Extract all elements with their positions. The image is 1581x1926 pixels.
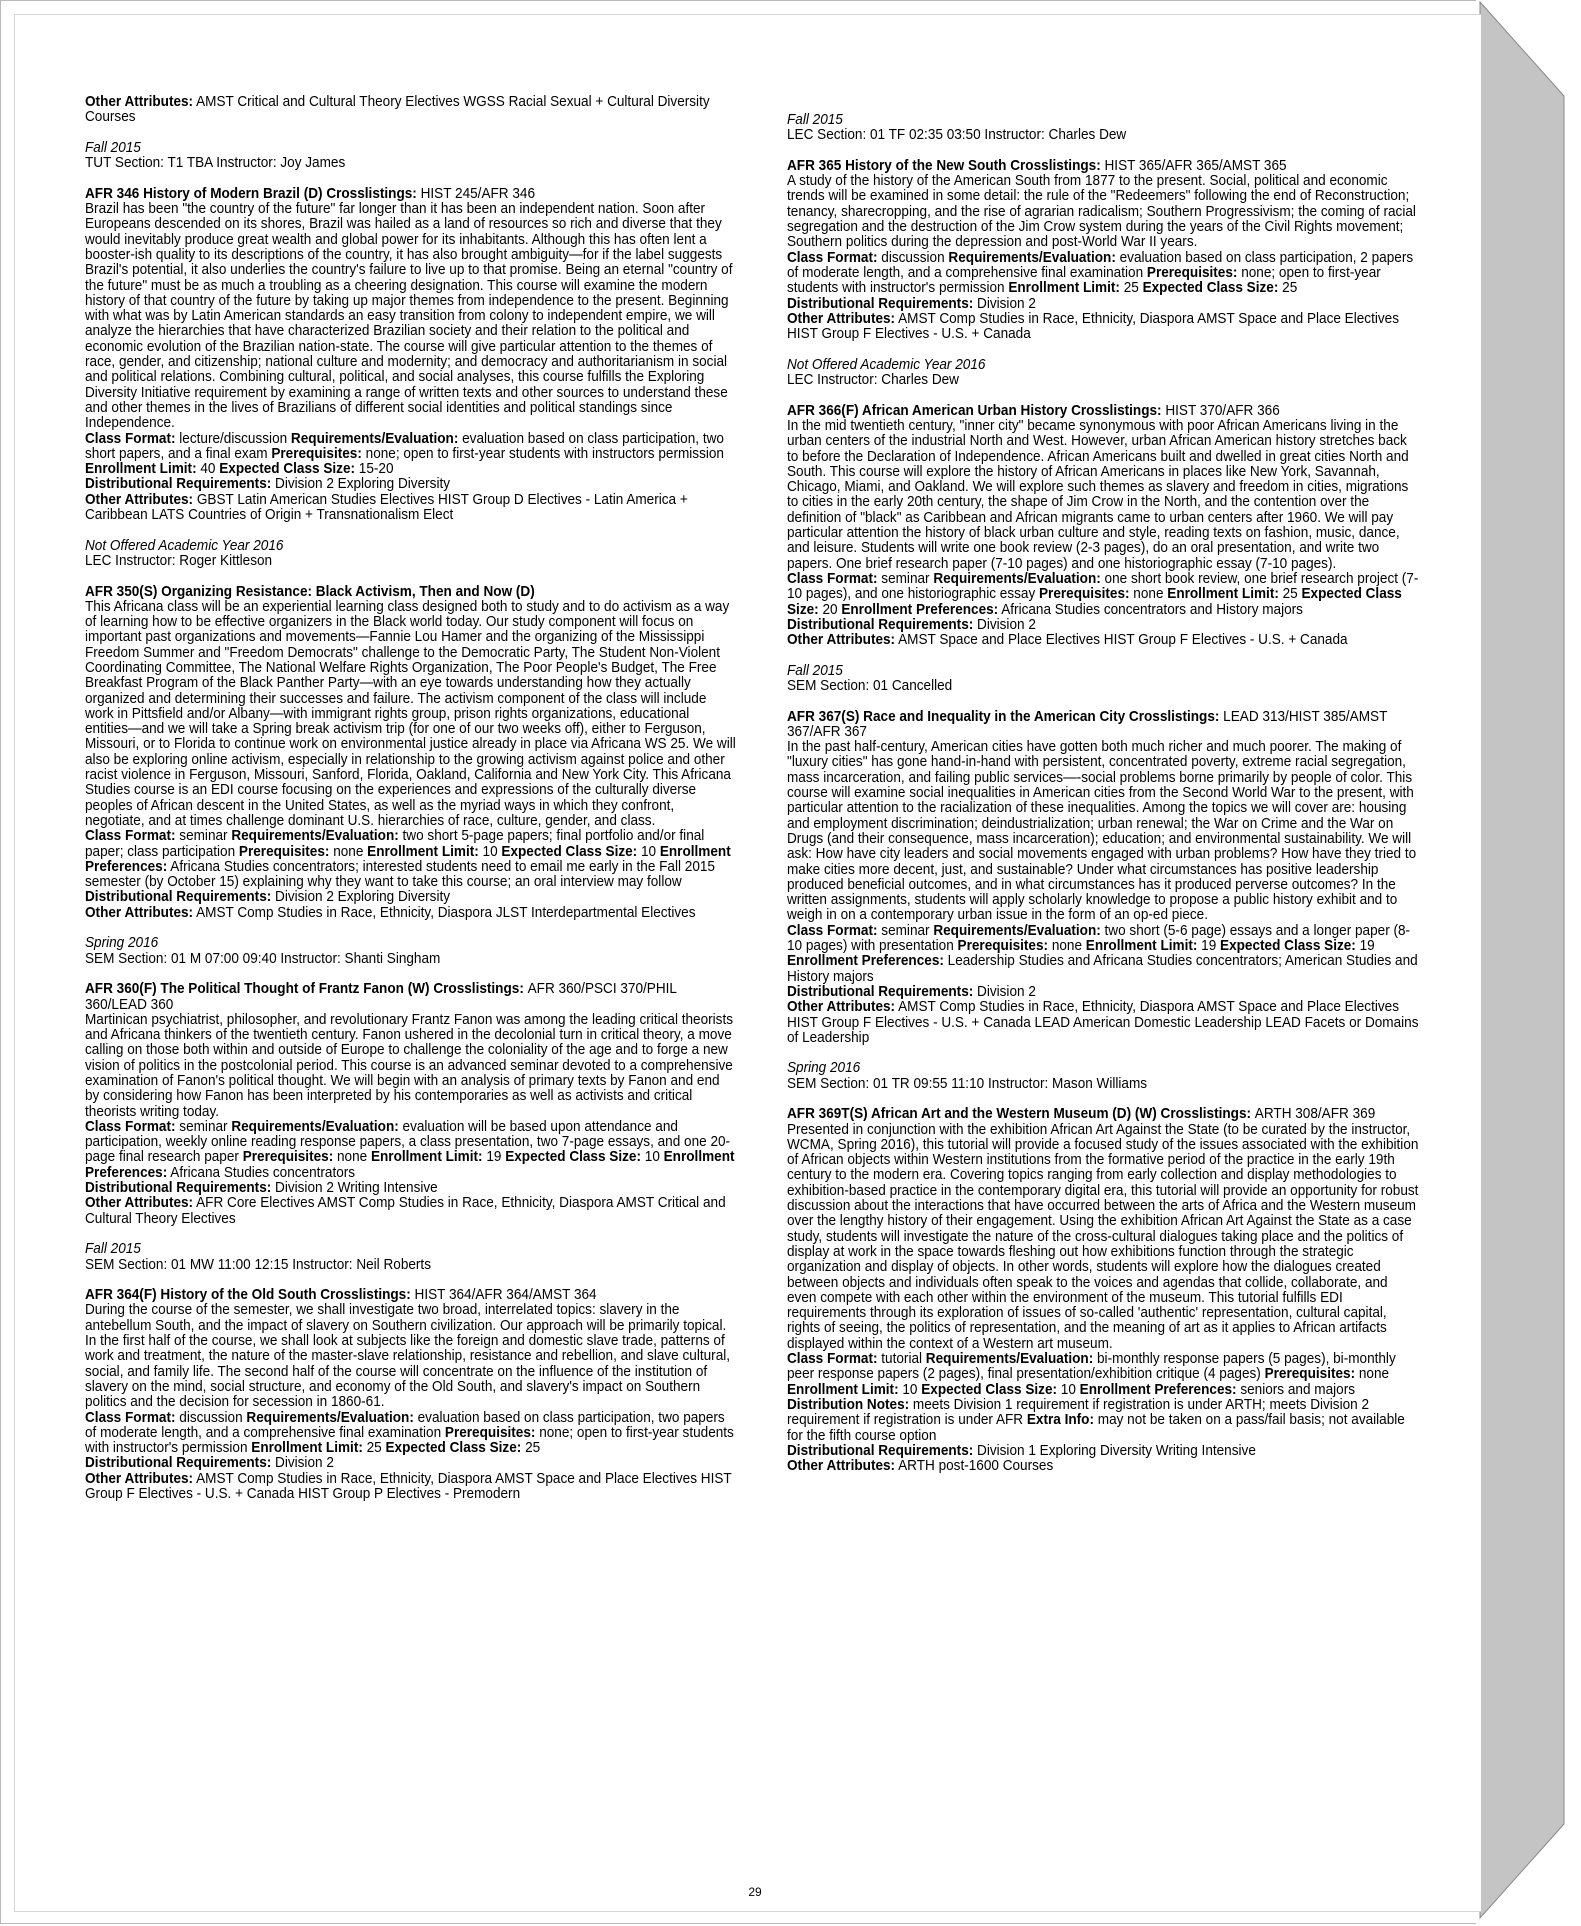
class-size-value: 10 — [637, 843, 660, 860]
term-block — [787, 664, 1419, 695]
term-label: Fall 2015 — [787, 112, 843, 128]
other-attributes — [85, 95, 736, 126]
class-format-label: Class Format: — [787, 922, 878, 939]
prerequisites-value: none — [1129, 586, 1168, 603]
enrollment-limit-label: Enrollment Limit: — [787, 1381, 899, 1398]
requirements-value: evaluation based on class participation, 2 papers of moderate length, and a comprehensive final examination — [787, 249, 1414, 281]
other-attributes-value: AMST Space and Place Electives HIST Group F Electives - U.S. + Canada — [895, 632, 1348, 649]
course-description: Presented in conjunction with the exhibition African Art Against the State (to be curated by the instructor, WCMA, Spring 2016), this tutorial will provide a focused study of the issues associated with the exhibition of African objects within Western institutions from the formative period of the practice in the early 19th century to the modern era. Covering topics ranging from early collection and display methodologies to exhibition-based practice in the contemporary digital era, this tutorial will provide an opportunity for robust discussion about the interactions that have occurred between the arts of Africa and the Western museum over the lengthy history of their engagement. Using the exhibition African Art Against the State as a case study, students will investigate the nature of the cross-cultural dialogues taking place and the politics of display at work in the space towards fleshing out how exhibitions function through the strategic organization and display of objects. In other words, students will explore how the dialogues created between objects and individuals often speak to the voices and agendas that collide, collaborate, and even compete with each other within the environment of the museum. This tutorial fulfills EDI requirements through its exploration of issues of so-called 'authentic' representation, cultural capital, rights of seeing, the politics of representation, and the meaning of art as it applies to African artifacts displayed within the context of a Western art museum. — [787, 1121, 1419, 1352]
class-format-value: lecture/discussion — [175, 430, 291, 447]
requirements-label: Requirements/Evaluation: — [290, 430, 459, 447]
course-title: AFR 366(F) African American Urban History — [787, 402, 1068, 419]
dist-req-label: Distributional Requirements: — [787, 1442, 974, 1459]
prerequisites-value: none — [1355, 1366, 1390, 1383]
class-format-value: tutorial — [877, 1351, 926, 1368]
prerequisites-label: Prerequisites: — [242, 1149, 334, 1166]
page-curl-shadow — [1476, 0, 1581, 1926]
section-info: SEM Section: 01 Cancelled — [787, 677, 953, 694]
dist-req-label: Distributional Requirements: — [85, 889, 272, 906]
crosslistings-value: HIST 364/AFR 364/AMST 364 — [414, 1287, 597, 1304]
term-block — [787, 358, 1419, 389]
dist-req-value: Division 2 Exploring Diversity — [271, 476, 451, 493]
enrollment-limit-value: 10 — [478, 843, 502, 860]
enrollment-preferences-value: Africana Studies concentrators; interested students need to email me early in the Fall 2015 semester (by October 15) explaining why they want to take this course; an oral interview may follow — [85, 858, 715, 891]
requirements-value: two short (5-6 page) essays and a longer paper (8-10 pages) with presentation — [787, 922, 1411, 955]
crosslistings-value: ARTH 308/AFR 369 — [1254, 1106, 1376, 1123]
dist-req-value: Division 2 Writing Intensive — [271, 1180, 438, 1197]
crosslistings-label: Crosslistings: — [429, 981, 528, 998]
crosslistings-value: HIST 245/AFR 346 — [420, 185, 536, 202]
requirements-label: Requirements/Evaluation: — [231, 828, 399, 845]
requirements-label: Requirements/Evaluation: — [246, 1409, 414, 1426]
course-description: During the course of the semester, we shall investigate two broad, interrelated topics: slavery in the antebellum South, and the impact of slavery on Southern civilization. Our approach will be primarily topical. In the first half of the course, we shall look at subjects like the foreign and domestic slave trade, patterns of work and treatment, the nature of the master-slave relationship, resistance and rebellion, and slave cultural, social, and family life. The second half of the course will concentrate on the influence of the institution of slavery on the mind, social structure, and economy of the Old South, and slavery's impact on Southern politics and the decision for secession in 1860-61. — [85, 1302, 731, 1411]
course-title: AFR 360(F) The Political Thought of Frantz Fanon (W) — [85, 981, 430, 998]
dist-req-value: Division 1 Exploring Diversity Writing Intensive — [973, 1442, 1256, 1459]
attr-value: AMST Critical and Cultural Theory Electives WGSS Racial Sexual + Cultural Diversity Courses — [85, 94, 710, 126]
other-attributes-block — [85, 95, 736, 126]
term-block — [85, 539, 736, 570]
course-entry — [787, 1107, 1419, 1474]
class-format-label: Class Format: — [85, 1118, 176, 1135]
course-entry — [787, 159, 1419, 343]
class-format-label: Class Format: — [787, 570, 878, 587]
prerequisites-label: Prerequisites: — [444, 1424, 536, 1441]
crosslistings-value: HIST 365/AFR 365/AMST 365 — [1104, 157, 1287, 174]
page-number: 29 — [748, 1885, 762, 1899]
dist-req-value: Division 2 — [973, 616, 1036, 633]
dist-req-label: Distributional Requirements: — [787, 295, 974, 312]
dist-req-value: Division 2 Exploring Diversity — [271, 889, 451, 906]
dist-req-value: Division 2 — [973, 983, 1036, 1000]
requirements-value: evaluation based on class participation, two short papers, and a final exam — [85, 430, 724, 462]
term-block — [85, 936, 736, 967]
enrollment-preferences-label: Enrollment Preferences: — [1079, 1381, 1237, 1398]
crosslistings-label: Crosslistings: — [322, 185, 421, 202]
term-block — [787, 113, 1419, 144]
class-size-label: Expected Class Size: — [921, 1381, 1058, 1398]
class-size-value: 19 — [1355, 938, 1375, 955]
crosslistings-label: Crosslistings: — [1006, 157, 1105, 174]
class-format-value: seminar — [877, 570, 934, 587]
enrollment-limit-label: Enrollment Limit: — [85, 461, 197, 478]
requirements-label: Requirements/Evaluation: — [933, 570, 1101, 587]
class-format-label: Class Format: — [85, 828, 176, 845]
class-format-value: discussion — [877, 249, 949, 266]
enrollment-limit-value: 19 — [1197, 938, 1221, 955]
class-size-value: 20 — [818, 601, 842, 618]
class-size-value: 15-20 — [355, 461, 394, 478]
extra-info-value: may not be taken on a pass/fail basis; not available for the fifth course option — [787, 1412, 1405, 1444]
class-size-value: 25 — [521, 1440, 541, 1457]
enrollment-limit-value: 25 — [1278, 586, 1302, 603]
section-info: SEM Section: 01 MW 11:00 12:15 Instructor: Neil Roberts — [85, 1256, 432, 1273]
section-info: LEC Instructor: Roger Kittleson — [85, 552, 273, 569]
enrollment-preferences-value: seniors and majors — [1236, 1381, 1356, 1398]
enrollment-preferences-label: Enrollment Preferences: — [85, 1149, 735, 1181]
class-format-value: discussion — [175, 1409, 247, 1426]
crosslistings-value: LEAD 313/HIST 385/AMST 367/AFR 367 — [787, 708, 1388, 740]
prerequisites-value: none; open to first-year students with instructor's permission — [85, 1424, 734, 1457]
document-page — [14, 14, 1481, 1912]
class-format-label: Class Format: — [85, 430, 176, 447]
term-block — [85, 1242, 736, 1273]
section-info: LEC Instructor: Charles Dew — [787, 372, 959, 389]
other-attributes-value: ARTH post-1600 Courses — [895, 1458, 1054, 1475]
crosslistings-label: Crosslistings: — [1067, 402, 1166, 419]
course-title: AFR 346 History of Modern Brazil (D) — [85, 185, 323, 202]
enrollment-limit-label: Enrollment Limit: — [1167, 586, 1279, 603]
course-description: In the past half-century, American cities have gotten both much richer and much poorer. The making of "luxury cities" has gone hand-in-hand with persistent, concentrated poverty, extreme racial segregation, mass incarceration, and failing public services—-social problems borne primarily by people of color. This course will examine social inequalities in American cities from the Second World War to the present, with particular attention to the racialization of these inequalities. Among the topics we will cover are: housing and employment discrimination; deindustrialization; urban renewal; the War on Crime and the War on Drugs (and their consequence, mass incarceration); education; and environmental sustainability. We will ask: How have city leaders and social movements engaged with urban problems? How have they tried to make cities more decent, just, and sustainable? Under what circumstances has positive leadership produced beneficial outcomes, and in what circumstances has it produced perverse outcomes? In the written assignments, students will apply scholarly knowledge to propose a public history exhibit and to weigh in on a contemporary urban issue in the form of an op-ed piece. — [787, 739, 1417, 924]
prerequisites-label: Prerequisites: — [1264, 1366, 1356, 1383]
class-size-value: 10 — [1057, 1381, 1080, 1398]
class-size-label: Expected Class Size: — [219, 461, 356, 478]
other-attributes-label: Other Attributes: — [787, 632, 896, 649]
term-label: Spring 2016 — [85, 935, 159, 952]
enrollment-limit-value: 25 — [1119, 280, 1143, 297]
class-size-label: Expected Class Size: — [787, 586, 1402, 618]
class-size-label: Expected Class Size: — [1142, 280, 1279, 297]
class-format-label: Class Format: — [787, 1351, 878, 1368]
enrollment-limit-value: 25 — [362, 1440, 386, 1457]
enrollment-limit-value: 10 — [898, 1381, 922, 1398]
enrollment-preferences-label: Enrollment Preferences: — [787, 953, 944, 970]
class-format-value: seminar — [877, 922, 934, 939]
section-info: LEC Section: 01 TF 02:35 03:50 Instructor: Charles Dew — [787, 127, 1127, 144]
term-label: Fall 2015 — [85, 139, 141, 156]
course-entry — [85, 1288, 736, 1502]
distribution-notes-value: meets Division 1 requirement if registration is under ARTH; meets Division 2 requirement if registration is under AFR — [787, 1396, 1370, 1429]
enrollment-limit-value: 19 — [482, 1149, 506, 1166]
prerequisites-label: Prerequisites: — [238, 843, 330, 860]
course-entry — [85, 585, 736, 922]
requirements-value: bi-monthly response papers (5 pages), bi-monthly peer response papers (2 pages), final presentation/exhibition critique (4 pages) — [787, 1351, 1396, 1383]
other-attributes-value: AMST Comp Studies in Race, Ethnicity, Diaspora AMST Space and Place Electives HIST Group F Electives - U.S. + Canada LEAD American Domestic Leadership LEAD Facets or Domains of Leadership — [787, 999, 1419, 1046]
enrollment-preferences-value: Africana Studies concentrators and History majors — [998, 601, 1303, 618]
other-attributes-label: Other Attributes: — [85, 491, 194, 508]
extra-info-label: Extra Info: — [1026, 1412, 1095, 1429]
other-attributes-value: AMST Comp Studies in Race, Ethnicity, Diaspora AMST Space and Place Electives HIST Group F Electives - U.S. + Canada HIST Group P Electives - Premodern — [85, 1470, 732, 1503]
course-description: This Africana class will be an experiential learning class designed both to study and to do activism as a way of learning how to be effective organizers in the Black world today. Our study component will focus on important past organizations and movements—Fannie Lou Hamer and the organizing of the Mississippi Freedom Summer and "Freedom Democrats" challenge to the Democratic Party, The Student Non-Violent Coordinating Committee, The National Welfare Rights Organization, The Poor People's Budget, The Free Breakfast Program of the Black Panther Party—with an eye towards understanding how they actually organized and determining their successes and failure. The activism component of the class will include work in Pittsfield and/or Albany—with immigrant rights group, prison rights organizations, educational entities—and we will take a Spring break activism trip (for one of our two weeks off), either to Ferguson, Missouri, or to Florida to continue work on environmental justice already in place via Africana WS 25. We will also be exploring online activism, especially in relationship to the growing activism against police and other racist violence in Ferguson, Missouri, Sanford, Florida, Oakland, California and New York City. This Africana Studies course is an EDI course focusing on the experiences and expressions of the culturally diverse peoples of African descent in the United States, as well as the myriad ways in which they confront, negotiate, and at times challenge dominant U.S. hierarchies of race, culture, gender, and class. — [85, 598, 736, 829]
requirements-value: two short 5-page papers; final portfolio and/or final paper; class participation — [85, 828, 705, 860]
term-block — [787, 1061, 1419, 1092]
course-entry — [787, 710, 1419, 1047]
requirements-label: Requirements/Evaluation: — [925, 1351, 1094, 1368]
class-size-value: 25 — [1278, 280, 1298, 297]
dist-req-label: Distributional Requirements: — [85, 1180, 272, 1197]
course-title: AFR 350(S) Organizing Resistance: Black Activism, Then and Now (D) — [85, 583, 535, 600]
requirements-value: evaluation will be based upon attendance and participation, weekly online reading response papers, a class presentation, two 7-page essays, and one 20-page final research paper — [85, 1118, 731, 1166]
enrollment-preferences-value: Africana Studies concentrators — [167, 1164, 356, 1181]
dist-req-value: Division 2 — [271, 1455, 334, 1472]
dist-req-label: Distributional Requirements: — [85, 1455, 272, 1472]
class-size-label: Expected Class Size: — [501, 843, 638, 860]
other-attributes-value: AMST Comp Studies in Race, Ethnicity, Diaspora JLST Interdepartmental Electives — [193, 904, 696, 921]
other-attributes-label: Other Attributes: — [85, 1470, 194, 1487]
class-format-label: Class Format: — [85, 1409, 176, 1426]
enrollment-limit-label: Enrollment Limit: — [370, 1149, 483, 1166]
enrollment-limit-value: 40 — [196, 461, 220, 478]
prerequisites-label: Prerequisites: — [1146, 264, 1238, 281]
class-size-label: Expected Class Size: — [505, 1149, 641, 1166]
course-description: In the mid twentieth century, "inner city" became synonymous with poor African Americans living in the urban centers of the industrial North and West. However, urban African American history stretches back to before the Declaration of Independence. African Americans built and dwelled in great cities North and South. This course will explore the history of African Americans in places like New York, Savannah, Chicago, Miami, and Oakland. We will explore such themes as slavery and freedom in cities, migrations to cities in the early 20th century, the shape of Jim Crow in the North, and the contention over the definition of "black" as Caribbean and African migrants came to urban centers after 1960. We will pay particular attention the history of black urban culture and style, reading texts on fashion, music, dance, and leisure. Students will write one book review (2-3 pages), do an oral presentation, and write two papers. One brief research paper (7-10 pages) and one historiographic essay (7-10 pages). — [787, 417, 1409, 572]
course-description: A study of the history of the American South from 1877 to the present. Social, political and economic trends will be examined in some detail: the rule of the "Redeemers" following the end of Reconstruction; tenancy, sharecropping, and the rise of agrarian radicalism; Southern Progressivism; the coming of racial segregation and the destruction of the Jim Crow system during the years of the Civil Rights movement; Southern politics during the depression and post-World War II years. — [787, 173, 1416, 251]
class-format-label: Class Format: — [787, 249, 878, 266]
dist-req-label: Distributional Requirements: — [787, 983, 974, 1000]
class-size-label: Expected Class Size: — [1220, 938, 1356, 955]
class-format-value: seminar — [175, 828, 232, 845]
course-description: Martinican psychiatrist, philosopher, and revolutionary Frantz Fanon was among the leading critical theorists and Africana thinkers of the twentieth century. Fanon ushered in the decolonial turn in critical theory, a move calling on those both within and outside of Europe to challenge the coloniality of the age and to forge a new vision of politics in the postcolonial period. This course is an advanced seminar devoted to a comprehensive examination of Fanon's political thought. We will begin with an analysis of primary texts by Fanon and end by considering how Fanon has been interpreted by his contemporaries as well as activists and critical theorists writing today. — [85, 1011, 734, 1120]
enrollment-limit-label: Enrollment Limit: — [251, 1440, 363, 1457]
course-title: AFR 369T(S) African Art and the Western Museum (D) (W) — [787, 1106, 1157, 1123]
course-description: Brazil has been "the country of the future" far longer than it has been an independent nation. Soon after Europeans descended on its shores, Brazil was hailed as a land of resources so rich and diverse that they would inevitably produce great wealth and global power for its inhabitants. Although this has often lent a booster-ish quality to its descriptions of the country, it has also brought ambiguity—for if the label suggests Brazil's potential, it also underlies the country's failure to live up to that promise. Being an eternal "country of the future" must be as much a troubling as a cheering designation. This course will examine the modern history of that country of the future by taking up major themes from independence to the present. Beginning with what was by Latin American standards an easy transition from colony to independent empire, we will analyze the hierarchies that have characterized Brazilian society and their relation to the political and economic evolution of the Brazilian nation-state. The course will give particular attention to the themes of race, gender, and citizenship; national culture and modernity; and democracy and authoritarianism in social and political relations. Combining cultural, political, and social analyses, this course fulfills the Exploring Diversity Initiative requirement by examining a range of written texts and other sources to understand these and other themes in the lives of Brazilians of different social identities and political standings since Independence. — [85, 201, 733, 432]
course-title: AFR 365 History of the New South — [787, 157, 1007, 174]
other-attributes-label: Other Attributes: — [787, 999, 896, 1016]
class-size-value: 10 — [640, 1149, 664, 1166]
prerequisites-value: none — [1048, 938, 1086, 955]
requirements-value: one short book review, one brief research project (7-10 pages), and one historiographic essay — [787, 570, 1419, 603]
crosslistings-label: Crosslistings: — [316, 1287, 415, 1304]
prerequisites-label: Prerequisites: — [1039, 586, 1130, 603]
distribution-notes-label: Distribution Notes: — [787, 1396, 910, 1413]
requirements-label: Requirements/Evaluation: — [948, 249, 1116, 266]
course-title: AFR 364(F) History of the Old South — [85, 1287, 317, 1304]
left-column — [85, 95, 736, 1518]
prerequisites-value: none — [329, 843, 368, 860]
other-attributes-value: AMST Comp Studies in Race, Ethnicity, Diaspora AMST Space and Place Electives HIST Group F Electives - U.S. + Canada — [787, 310, 1399, 343]
requirements-value: evaluation based on class participation, two papers of moderate length, and a comprehensive final examination — [85, 1409, 725, 1441]
term-label: Spring 2016 — [787, 1060, 861, 1077]
other-attributes-label: Other Attributes: — [787, 310, 896, 327]
attr-label: Other Attributes: — [85, 94, 194, 110]
enrollment-preferences-label: Enrollment Preferences: — [841, 601, 999, 618]
term-label: Fall 2015 — [787, 662, 843, 679]
other-attributes-label: Other Attributes: — [85, 1195, 194, 1212]
prerequisites-label: Prerequisites: — [957, 938, 1049, 955]
class-size-label: Expected Class Size: — [385, 1440, 522, 1457]
crosslistings-value: HIST 370/AFR 366 — [1165, 402, 1280, 419]
course-title: AFR 367(S) Race and Inequality in the American City — [787, 708, 1126, 725]
section-info: TUT Section: T1 TBA Instructor: Joy James — [85, 155, 346, 172]
term-label: Fall 2015 — [85, 1241, 141, 1258]
other-attributes-label: Other Attributes: — [787, 1458, 896, 1475]
course-entry — [85, 982, 736, 1227]
crosslistings-value: AFR 360/PSCI 370/PHIL 360/LEAD 360 — [85, 981, 677, 1013]
course-entry — [787, 404, 1419, 649]
right-column — [787, 113, 1419, 1490]
section-info: SEM Section: 01 TR 09:55 11:10 Instructor: Mason Williams — [787, 1075, 1148, 1092]
dist-req-label: Distributional Requirements: — [787, 616, 974, 633]
prerequisites-label: Prerequisites: — [271, 445, 362, 462]
requirements-label: Requirements/Evaluation: — [933, 922, 1101, 939]
section-info: SEM Section: 01 M 07:00 09:40 Instructor: Shanti Singham — [85, 950, 441, 967]
enrollment-limit-label: Enrollment Limit: — [367, 843, 479, 860]
enrollment-limit-label: Enrollment Limit: — [1008, 280, 1120, 297]
prerequisites-value: none — [333, 1149, 371, 1166]
crosslistings-label: Crosslistings: — [1156, 1106, 1255, 1123]
prerequisites-value: none; open to first-year students with instructor's permission — [787, 264, 1381, 297]
other-attributes-value: AFR Core Electives AMST Comp Studies in Race, Ethnicity, Diaspora AMST Critical and Cultural Theory Electives — [85, 1195, 726, 1227]
enrollment-limit-label: Enrollment Limit: — [1085, 938, 1198, 955]
course-entry — [85, 187, 736, 524]
requirements-label: Requirements/Evaluation: — [231, 1118, 399, 1135]
other-attributes-label: Other Attributes: — [85, 904, 194, 921]
dist-req-value: Division 2 — [973, 295, 1036, 312]
term-block — [85, 141, 736, 172]
enrollment-preferences-label: Enrollment Preferences: — [85, 843, 731, 875]
term-label: Not Offered Academic Year 2016 — [85, 537, 284, 554]
term-label: Not Offered Academic Year 2016 — [787, 356, 986, 373]
class-format-value: seminar — [175, 1118, 232, 1135]
crosslistings-label: Crosslistings: — [1125, 708, 1224, 725]
dist-req-label: Distributional Requirements: — [85, 476, 272, 493]
other-attributes-value: GBST Latin American Studies Electives HIST Group D Electives - Latin America + Caribbean LATS Countries of Origin + Transnationalism Elect — [85, 491, 688, 524]
prerequisites-value: none; open to first-year students with instructors permission — [361, 445, 724, 462]
enrollment-preferences-value: Leadership Studies and Africana Studies concentrators; American Studies and History majors — [787, 953, 1418, 985]
